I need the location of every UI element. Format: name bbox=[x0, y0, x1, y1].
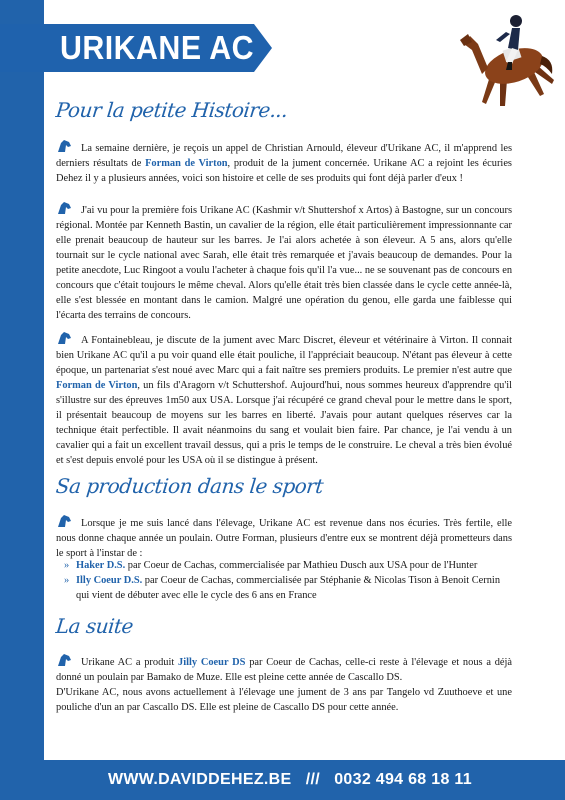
horse-name-jilly: Jilly Coeur DS bbox=[178, 657, 246, 668]
paragraph-text: D'Urikane AC, nous avons actuellement à l'élevage une jument de 3 ans par Tangelo vd Zuuthoeve et une pouliche d'un an par Cascallo DS. Elle est pleine de Cascallo DS pour cette année. bbox=[56, 687, 512, 713]
list-item-text: par Coeur de Cachas, commercialisée par Mathieu Dusch aux USA pour de l'Hunter bbox=[125, 560, 478, 571]
horse-head-icon bbox=[56, 653, 72, 667]
horse-name-forman: Forman de Virton bbox=[56, 380, 138, 391]
paragraph-text: par Coeur de Cachas, celle-ci reste à l'élevage et nous a déjà donné un poulain par Bamako de Muze. Elle est pleine cette année de Cascallo DS. bbox=[56, 657, 513, 683]
offspring-list bbox=[64, 558, 514, 603]
page-title: URIKANE AC bbox=[60, 29, 255, 66]
list-item bbox=[64, 573, 514, 603]
paragraph-intro bbox=[56, 139, 512, 186]
paragraph-text: J'ai vu pour la première fois Urikane AC (Kashmir v/t Shuttershof x Artos) à Bastogne, sur un concours régional. Montée par Kenneth Bastin, un cavalier de la région, elle était particulièrement impressionnante car elle prenait beaucoup de hauteur sur les barres. Je l'ai alors achetée à son éleveur. A 5 ans, alors qu'elle tournait sur le cycle national avec Sarah, elle était très remarquée et j'avais beaucoup de demandes. Pour la petite anecdote, Luc Ringoot a voulu l'acheter à chaque fois qu'il l'a vue... ne se souvenant pas de concours en concours que c'était toujours le même cheval. Alors qu'elle était très bien classée dans le cycle cette année-là, elle s'est blessée en montant dans le camion. Malgré une opération du genou, elle garda une faiblesse qui l'écarta des terrains de concours. bbox=[56, 205, 513, 321]
section-title-suite: La suite bbox=[54, 614, 135, 638]
horse-name: Haker D.S. bbox=[76, 560, 126, 571]
section-title-history: Pour la petite Histoire... bbox=[54, 98, 289, 122]
paragraph-text: , un fils d'Aragorn v/t Schuttershof. Aujourd'hui, nous sommes heureux d'apprendre qu'il s'illustre sur des épreuves 1m50 aux USA. Lorsque j'ai récupéré ce grand cheval pour le mettre dans le sport, il présentait beaucoup de moyens sur les barres en liberté. J'avais pour autant quelques réserves car la technique était perfectible. Il avait néanmoins du sang et voulait bien faire. Par chance, je l'ai vendu à un cavalier qui a fait un excellent travail dessus, qui a pris le temps de le construire. Le cheval a très bien évolué et s'est depuis envolé pour les USA où il se distingue à présent. bbox=[56, 380, 513, 466]
section-title-production: Sa production dans le sport bbox=[54, 474, 325, 498]
paragraph-text: Urikane AC a produit bbox=[81, 657, 179, 668]
left-blue-sidebar bbox=[0, 0, 44, 800]
show-jumping-horse-photo bbox=[442, 4, 558, 116]
horse-head-icon bbox=[56, 139, 72, 153]
paragraph-fontainebleau bbox=[56, 331, 512, 468]
paragraph-first-meeting bbox=[56, 201, 512, 323]
paragraph-text: , produit de la jument concernée. Urikane AC a rejoint les écuries Dehez il y a plusieurs années, voici son histoire et celle de ses produits qui font déjà parler d'eux ! bbox=[56, 158, 512, 184]
footer-contact bbox=[108, 771, 472, 789]
paragraph-breeding bbox=[56, 514, 512, 561]
website-link[interactable]: WWW.DAVIDDEHEZ.BE bbox=[108, 771, 292, 788]
paragraph-suite bbox=[56, 653, 512, 715]
bullet-marker: » bbox=[64, 575, 70, 586]
horse-head-icon bbox=[56, 514, 72, 528]
paragraph-text: Lorsque je me suis lancé dans l'élevage, Urikane AC est revenue dans nos écuries. Très fertile, elle nous donne chaque année un poulain. Outre Forman, plusieurs d'entre eux se montrent déjà prometteurs dans le sport à l'instar de : bbox=[56, 518, 512, 559]
horse-name-forman: Forman de Virton bbox=[145, 158, 228, 169]
bullet-marker: » bbox=[64, 560, 70, 571]
list-item-text: par Coeur de Cachas, commercialisée par Stéphanie & Nicolas Tison à Benoit Cernin qui vient de débuter avec elle le cycle des 6 ans en France bbox=[76, 575, 501, 601]
horse-name: Illy Coeur D.S. bbox=[76, 575, 143, 586]
phone-number[interactable]: 0032 494 68 18 11 bbox=[334, 771, 472, 788]
horse-head-icon bbox=[56, 201, 72, 215]
paragraph-text: A Fontainebleau, je discute de la jument avec Marc Discret, éleveur et vétérinaire à Virton. Il connait bien Urikane AC qu'il a pu voir quand elle était pouliche, il l'appréciait beaucoup. N'étant pas éleveur à cette époque, un partenariat s'est noué avec Marc qui a fait naître ses premiers produits. Le premier n'est autre que bbox=[56, 335, 512, 376]
paragraph-text: La semaine dernière, je reçois un appel de Christian Arnould, éleveur d'Urikane AC, il m'apprend les derniers résultats de bbox=[56, 143, 512, 169]
list-item bbox=[64, 558, 514, 573]
separator: /// bbox=[305, 771, 320, 788]
horse-head-icon bbox=[56, 331, 72, 345]
